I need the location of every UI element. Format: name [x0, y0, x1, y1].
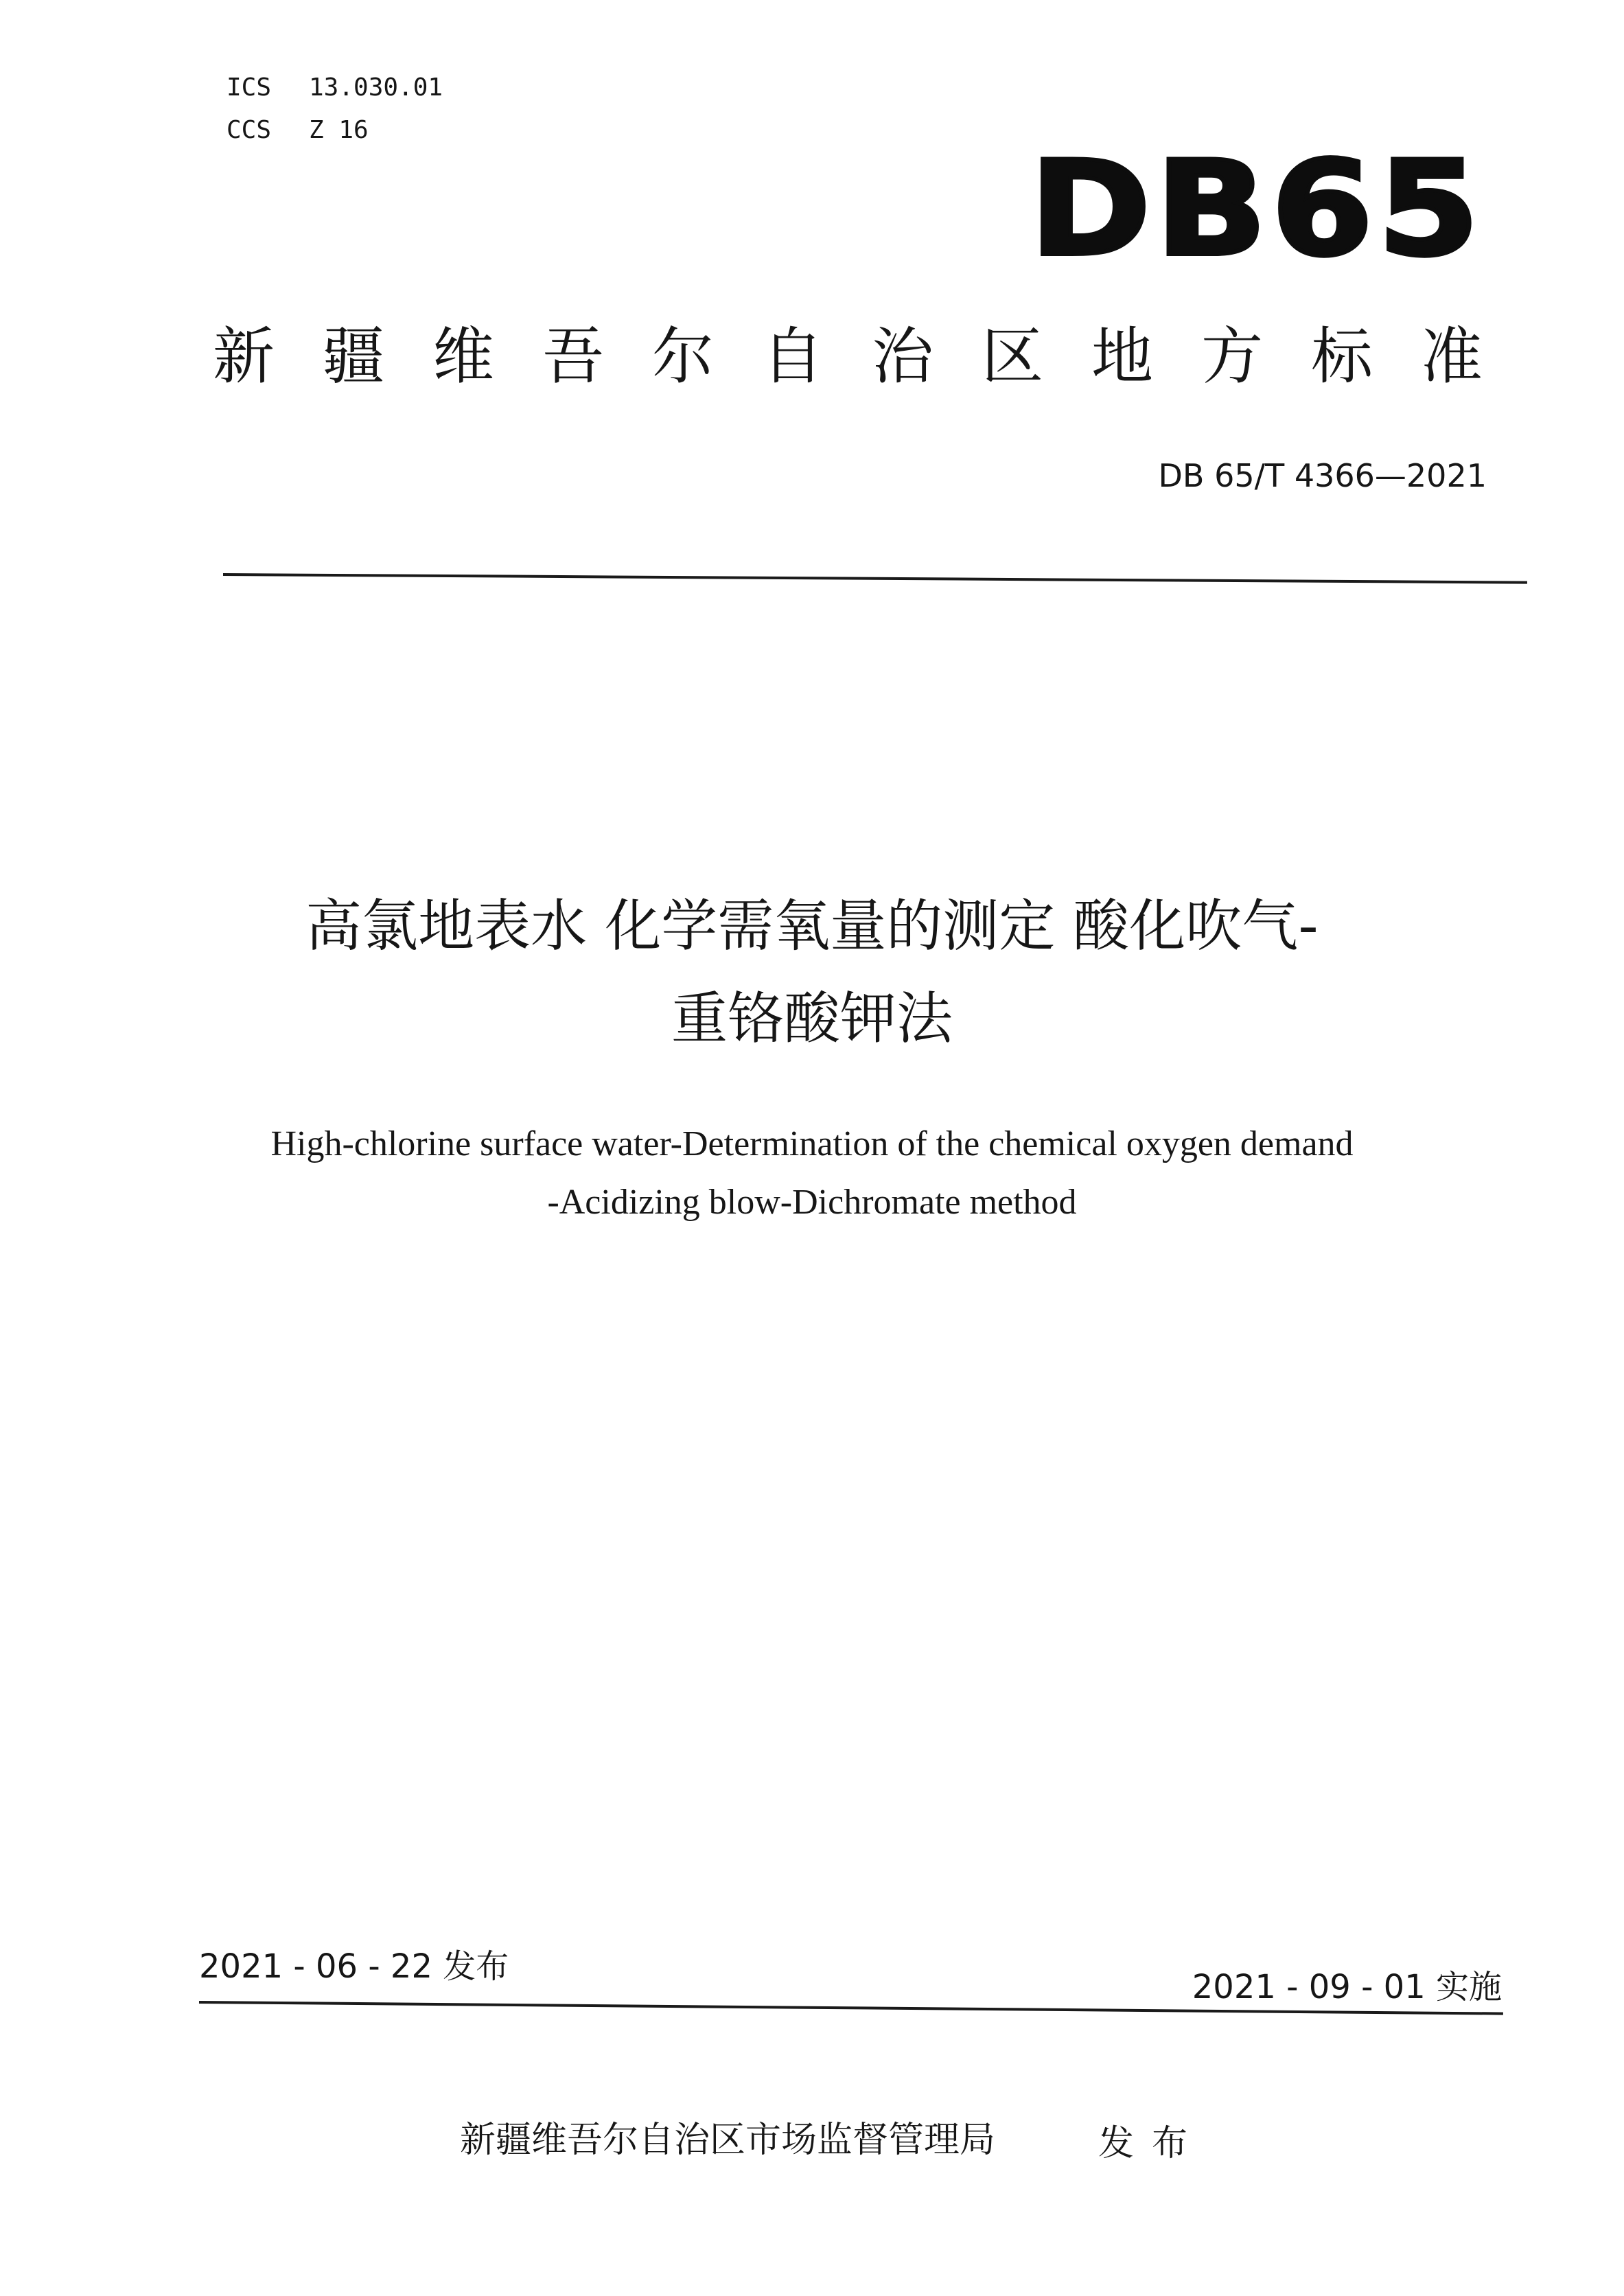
title-english-line-2: -Acidizing blow-Dichromate method [547, 1183, 1077, 1222]
ics-code: 13.030.01 [309, 73, 443, 102]
ccs-label: CCS [227, 116, 272, 144]
effective-date: 2021 - 09 - 01 实施 [1192, 1968, 1502, 2006]
publisher-name: 新疆维吾尔自治区市场监督管理局 [460, 2120, 996, 2161]
db-standard-mark [1030, 133, 1484, 285]
title-english-line-1: High-chlorine surface water-Determination of the chemical oxygen demand [270, 1124, 1354, 1163]
ics-label: ICS [227, 73, 272, 102]
header-divider [223, 573, 1527, 584]
ccs-code: Z 16 [309, 116, 369, 144]
standard-category-title: 新疆维吾尔自治区地方标准 [213, 321, 1531, 393]
db-mark-text: DB65 [1030, 133, 1484, 285]
issue-date: 2021 - 06 - 22 发布 [199, 1947, 509, 1986]
title-chinese-line-2: 重铬酸钾法 [671, 986, 953, 1052]
standard-number: DB 65/T 4366—2021 [1158, 457, 1487, 494]
ccs-code-line [227, 117, 369, 144]
publish-label: 发布 [1098, 2123, 1206, 2164]
title-chinese-line-1: 高氯地表水 化学需氧量的测定 酸化吹气- [305, 894, 1319, 959]
ics-code-line [227, 74, 443, 102]
